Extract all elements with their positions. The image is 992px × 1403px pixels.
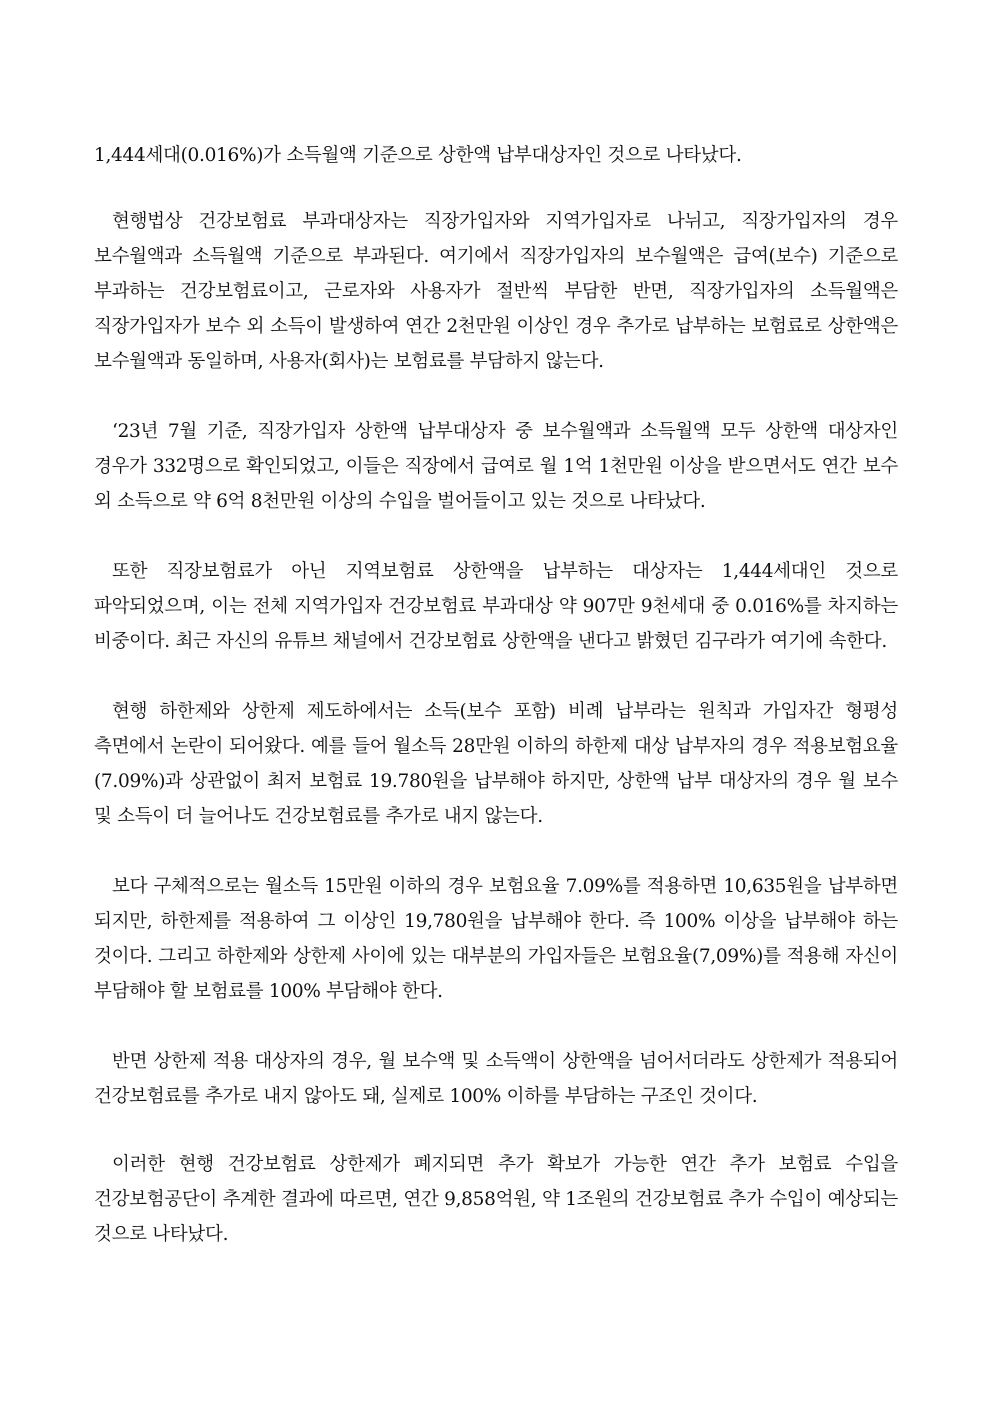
document-body <box>94 138 898 1252</box>
paragraph-6: 보다 구체적으로는 월소득 15만원 이하의 경우 보험요율 7.09%를 적용하면 10,635원을 납부하면 되지만, 하한제를 적용하여 그 이상인 19,780원을 납부해야 한다. 즉 100% 이상을 납부해야 하는 것이다. 그리고 하한제와 상한제 사이에 있는 대부분의 가입자들은 보험요율(7,09%)를 적용해 자신이 부담해야 할 보험료를 100% 부담해야 한다. <box>94 876 898 1002</box>
paragraph-4: 또한 직장보험료가 아닌 지역보험료 상한액을 납부하는 대상자는 1,444세대인 것으로 파악되었으며, 이는 전체 지역가입자 건강보험료 부과대상 약 907만 9천세대 중 0.016%를 차지하는 비중이다. 최근 자신의 유튜브 채널에서 건강보험료 상한액을 낸다고 밝혔던 김구라가 여기에 속한다. <box>94 561 898 652</box>
paragraph-8: 이러한 현행 건강보험료 상한제가 폐지되면 추가 확보가 가능한 연간 추가 보험료 수입을 건강보험공단이 추계한 결과에 따르면, 연간 9,858억원, 약 1조원의 건강보험료 추가 수입이 예상되는 것으로 나타났다. <box>94 1154 898 1245</box>
paragraph-2: 현행법상 건강보험료 부과대상자는 직장가입자와 지역가입자로 나뉘고, 직장가입자의 경우 보수월액과 소득월액 기준으로 부과된다. 여기에서 직장가입자의 보수월액은 급여(보수) 기준으로 부과하는 건강보험료이고, 근로자와 사용자가 절반씩 부담한 반면, 직장가입자의 소득월액은 직장가입자가 보수 외 소득이 발생하여 연간 2천만원 이상인 경우 추가로 납부하는 보험료로 상한액은 보수월액과 동일하며, 사용자(회사)는 보험료를 부담하지 않는다. <box>94 211 898 372</box>
paragraph-1: 1,444세대(0.016%)가 소득월액 기준으로 상한액 납부대상자인 것으로 나타났다. <box>94 145 742 166</box>
paragraph-3: ‘23년 7월 기준, 직장가입자 상한액 납부대상자 중 보수월액과 소득월액 모두 상한액 대상자인 경우가 332명으로 확인되었고, 이들은 직장에서 급여로 월 1억 1천만원 이상을 받으면서도 연간 보수 외 소득으로 약 6억 8천만원 이상의 수입을 벌어들이고 있는 것으로 나타났다. <box>94 421 898 512</box>
paragraph-5: 현행 하한제와 상한제 제도하에서는 소득(보수 포함) 비례 납부라는 원칙과 가입자간 형평성 측면에서 논란이 되어왔다. 예를 들어 월소득 28만원 이하의 하한제 대상 납부자의 경우 적용보험요율(7.09%)과 상관없이 최저 보험료 19.780원을 납부해야 하지만, 상한액 납부 대상자의 경우 월 보수 및 소득이 더 늘어나도 건강보험료를 추가로 내지 않는다. <box>94 701 898 827</box>
paragraph-7: 반면 상한제 적용 대상자의 경우, 월 보수액 및 소득액이 상한액을 넘어서더라도 상한제가 적용되어 건강보험료를 추가로 내지 않아도 돼, 실제로 100% 이하를 부담하는 구조인 것이다. <box>94 1051 898 1107</box>
